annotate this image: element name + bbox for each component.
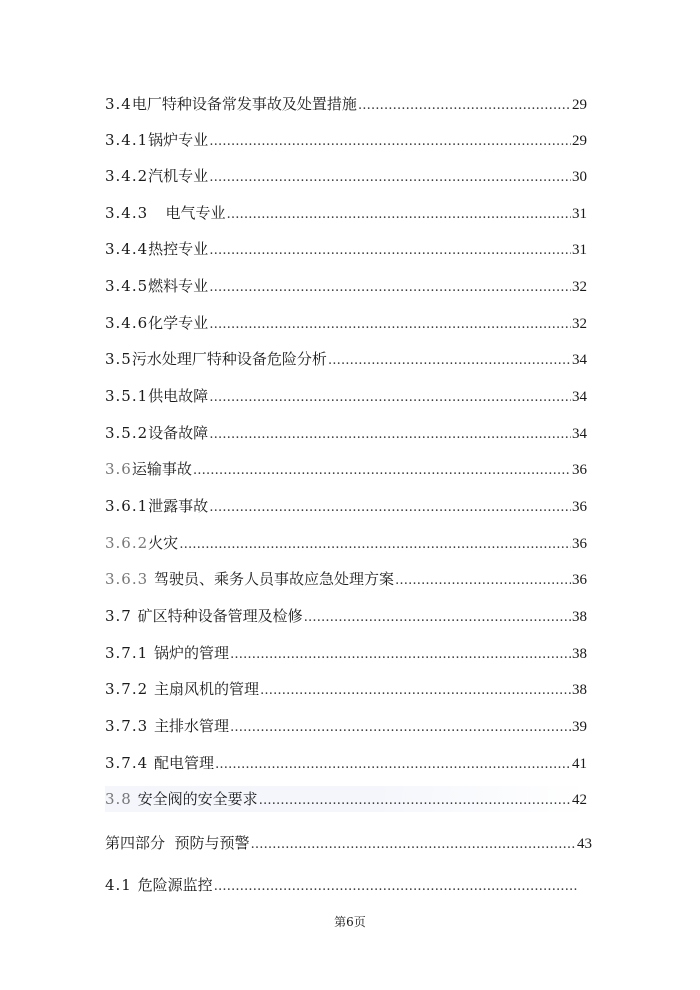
toc-page-number: 36 [572,462,587,478]
toc-section-number: 4.1 [105,876,138,894]
dot-leader [209,385,571,411]
toc-section-number: 3.6 [105,460,132,478]
dot-leader [214,874,579,900]
toc-section-number: 3.8 [105,790,138,808]
dot-leader [209,275,571,301]
toc-page-number: 30 [572,169,587,185]
toc-section-number: 3.7.1 [105,644,154,662]
toc-page-number: 43 [577,836,592,852]
dot-leader [251,832,576,858]
toc-title: 锅炉专业 [148,131,209,149]
toc-entry[interactable] [105,603,587,629]
toc-title: 锅炉的管理 [153,644,229,662]
dot-leader [328,348,571,374]
dot-leader [209,495,571,521]
toc-entry[interactable] [105,200,587,226]
toc-title: 设备故障 [148,424,209,442]
toc-page-number: 29 [572,97,587,113]
toc-page-number: 38 [572,682,587,698]
toc-entry[interactable] [105,713,587,739]
toc-title: 主扇风机的管理 [153,680,259,698]
dot-leader [395,568,571,594]
toc-title: 化学专业 [148,314,209,332]
toc-section-number: 3.4.5 [105,277,149,295]
toc-title: 泄露事故 [148,497,209,515]
dot-leader [179,532,571,558]
toc-page-number: 32 [572,279,587,295]
toc-section-number: 3.7 [105,607,138,625]
toc-section-number: 3.4.4 [105,240,149,258]
toc-entry[interactable] [105,456,587,482]
toc-title: 汽机专业 [148,167,209,185]
dot-leader [209,165,571,191]
toc-title: 主排水管理 [153,717,229,735]
toc-title: 电气专业 [165,204,226,222]
toc-section-number: 3.4.6 [105,314,149,332]
toc-entry[interactable] [105,346,587,372]
toc-title: 配电管理 [153,754,214,772]
toc-entry[interactable] [105,420,587,446]
toc-page-number: 41 [572,756,587,772]
dot-leader [215,752,571,778]
toc-section-number: 3.6.2 [105,534,149,552]
toc-title: 运输事故 [131,460,192,478]
toc-title: 矿区特种设备管理及检修 [137,607,303,625]
toc-part-title: 第四部分 预防与预警 [105,834,250,852]
toc-entry[interactable] [105,91,587,117]
toc-section-number: 3.4 [105,95,132,113]
toc-entry[interactable] [105,310,587,336]
toc-page-number: 34 [572,352,587,368]
toc-entry[interactable] [105,236,587,262]
toc-page-number: 42 [572,792,587,808]
dot-leader [304,605,571,631]
toc-entry[interactable] [105,676,587,702]
dot-leader [230,715,571,741]
dot-leader [260,678,571,704]
toc-section-number: 3.5 [105,350,132,368]
toc-section-number: 3.4.1 [105,131,149,149]
toc-title: 电厂特种设备常发事故及处置措施 [131,95,357,113]
dot-leader [358,93,571,119]
toc-page-number: 38 [572,646,587,662]
toc-entry[interactable] [105,640,587,666]
toc-page-number: 36 [572,499,587,515]
toc-page-number: 34 [572,426,587,442]
toc-entry[interactable] [105,750,587,776]
page-footer-label: 第6页 [334,915,366,929]
toc-section-number: 3.6.1 [105,497,149,515]
dot-leader [209,238,571,264]
toc-title: 污水处理厂特种设备危险分析 [131,350,327,368]
toc-page-number: 38 [572,609,587,625]
toc-entry[interactable] [105,872,580,898]
toc-title: 危险源监控 [137,876,213,894]
toc-section-number: 3.5.1 [105,387,149,405]
toc-entry[interactable] [105,383,587,409]
toc-title: 燃料专业 [148,277,209,295]
toc-page-number: 36 [572,572,587,588]
toc-page-number: 34 [572,389,587,405]
toc-section-number: 3.7.3 [105,717,154,735]
dot-leader [259,788,571,814]
toc-section-number: 3.4.3 [105,204,166,222]
toc-entry[interactable] [105,530,587,556]
toc-page-number: 31 [572,206,587,222]
dot-leader [209,129,571,155]
toc-section-number: 3.6.3 [105,570,154,588]
toc-entry-highlighted[interactable] [105,786,587,812]
toc-page-number: 36 [572,536,587,552]
toc-title: 驾驶员、乘务人员事故应急处理方案 [153,570,394,588]
toc-entry[interactable] [105,493,587,519]
toc-entry[interactable] [105,566,587,592]
toc-entry-part-heading[interactable] [105,830,592,856]
toc-section-number: 3.7.2 [105,680,154,698]
dot-leader [193,458,571,484]
toc-title: 热控专业 [148,240,209,258]
toc-entry[interactable] [105,127,587,153]
toc-section-number: 3.4.2 [105,167,149,185]
toc-page-number: 39 [572,719,587,735]
toc-entry[interactable] [105,273,587,299]
toc-section-number: 3.7.4 [105,754,154,772]
dot-leader [230,642,571,668]
dot-leader [227,202,572,228]
dot-leader [209,312,571,338]
toc-entry[interactable] [105,163,587,189]
toc-page-number: 29 [572,133,587,149]
toc-title: 供电故障 [148,387,209,405]
toc-section-number: 3.5.2 [105,424,149,442]
toc-title: 火灾 [148,534,179,552]
toc-page-number: 31 [572,242,587,258]
toc-page-number: 32 [572,316,587,332]
toc-title: 安全阀的安全要求 [137,790,258,808]
dot-leader [209,422,571,448]
